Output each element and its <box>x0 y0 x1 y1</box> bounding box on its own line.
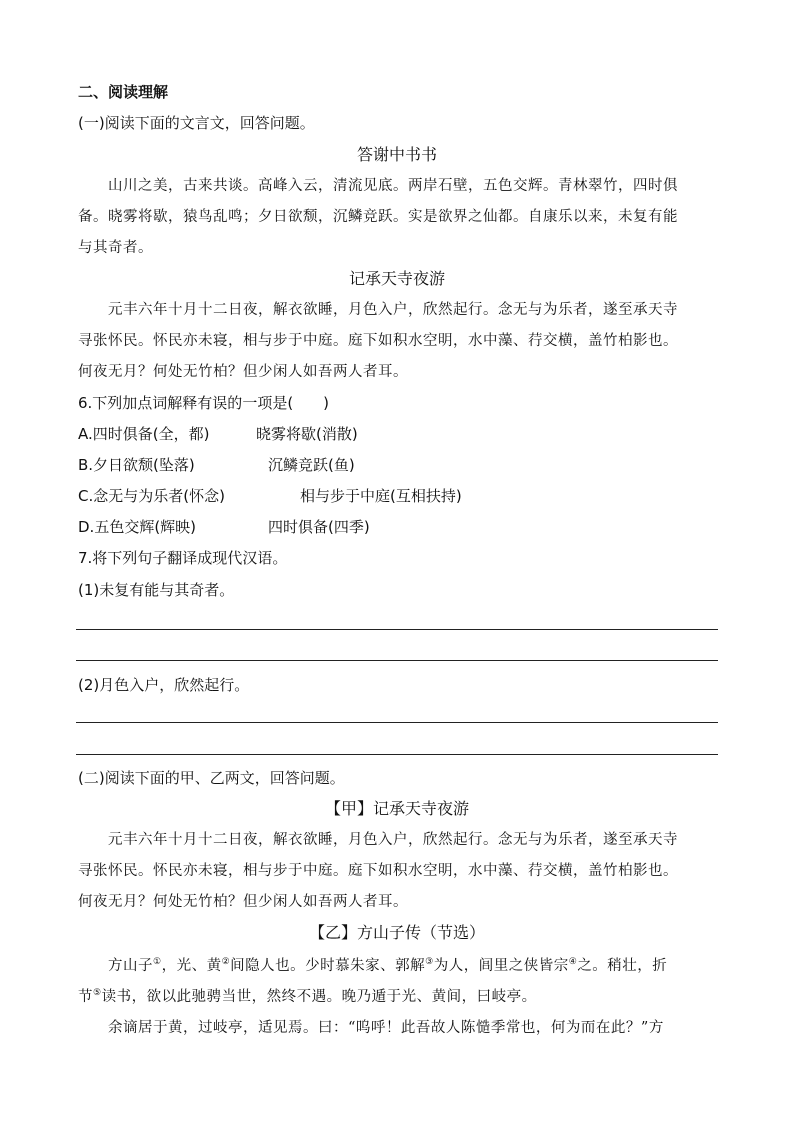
section-heading: 二、阅读理解 <box>78 83 169 101</box>
option-c: C.念无与为乐者(怀念) <box>78 487 225 505</box>
jia-line: 元丰六年十月十二日夜，解衣欲睡，月色入户，欣然起行。念无与为乐者，遂至承天寺 <box>108 832 678 848</box>
part1-instruction: (一)阅读下面的文言文，回答问题。 <box>78 114 315 132</box>
option-d: D.五色交辉(辉映) <box>78 518 197 536</box>
answer-line[interactable] <box>76 722 718 723</box>
text1-line: 备。晓雾将歇，猿鸟乱鸣；夕日欲颓，沉鳞竞跃。实是欲界之仙都。自康乐以来，未复有能 <box>78 209 678 225</box>
jia-title: 【甲】记承天寺夜游 <box>324 799 469 818</box>
option-a-second: 晓雾将歇(消散) <box>256 425 358 443</box>
option-d-second: 四时俱备(四季) <box>268 518 370 536</box>
text1-line: 山川之美，古来共谈。高峰入云，清流见底。两岸石壁，五色交辉。青林翠竹，四时俱 <box>108 178 678 194</box>
question-7-sub1: (1)未复有能与其奇者。 <box>78 581 235 599</box>
footnote-ref[interactable]: ① <box>153 957 162 968</box>
text2-line: 寻张怀民。怀民亦未寝，相与步于中庭。庭下如积水空明，水中藻、荇交横，盖竹柏影也。 <box>78 333 678 349</box>
answer-line[interactable] <box>76 660 718 661</box>
yi-line: 方山子①，光、黄②间隐人也。少时慕朱家、郭解③为人，闾里之侠皆宗④之。稍壮，折 <box>108 957 668 974</box>
jia-line: 何夜无月？何处无竹柏？但少闲人如吾两人者耳。 <box>78 894 408 910</box>
answer-line[interactable] <box>76 754 718 755</box>
answer-line[interactable] <box>76 629 718 630</box>
part2-instruction: (二)阅读下面的甲、乙两文，回答问题。 <box>78 769 345 787</box>
option-c-second: 相与步于中庭(互相扶持) <box>300 487 462 505</box>
text2-title: 记承天寺夜游 <box>348 269 445 288</box>
option-b-second: 沉鳞竞跃(鱼) <box>268 456 355 474</box>
text2-line: 元丰六年十月十二日夜，解衣欲睡，月色入户，欣然起行。念无与为乐者，遂至承天寺 <box>108 302 678 318</box>
footnote-ref[interactable]: ⑤ <box>93 988 102 999</box>
yi-title: 【乙】方山子传（节选） <box>308 923 485 942</box>
yi-line: 节⑤读书，欲以此驰骋当世，然终不遇。晚乃遁于光、黄间，曰岐亭。 <box>78 988 537 1005</box>
option-a: A.四时俱备(全，都) <box>78 425 210 443</box>
text2-line: 何夜无月？何处无竹柏？但少闲人如吾两人者耳。 <box>78 364 408 380</box>
question-7-sub2: (2)月色入户，欣然起行。 <box>78 676 250 694</box>
footnote-ref[interactable]: ④ <box>568 957 578 968</box>
footnote-ref[interactable]: ② <box>221 957 231 968</box>
text1-line: 与其奇者。 <box>78 240 153 256</box>
yi-line: 余谪居于黄，过岐亭，适见焉。曰：“呜呼！此吾故人陈慥季常也，何为而在此？”方 <box>108 1020 664 1036</box>
jia-line: 寻张怀民。怀民亦未寝，相与步于中庭。庭下如积水空明，水中藻、荇交横，盖竹柏影也。 <box>78 863 678 879</box>
question-6-stem: 6.下列加点词解释有误的一项是( ) <box>78 394 330 412</box>
question-7-stem: 7.将下列句子翻译成现代汉语。 <box>78 549 288 567</box>
option-b: B.夕日欲颓(坠落) <box>78 456 195 474</box>
text1-title: 答谢中书书 <box>356 145 437 164</box>
footnote-ref[interactable]: ③ <box>425 957 434 968</box>
